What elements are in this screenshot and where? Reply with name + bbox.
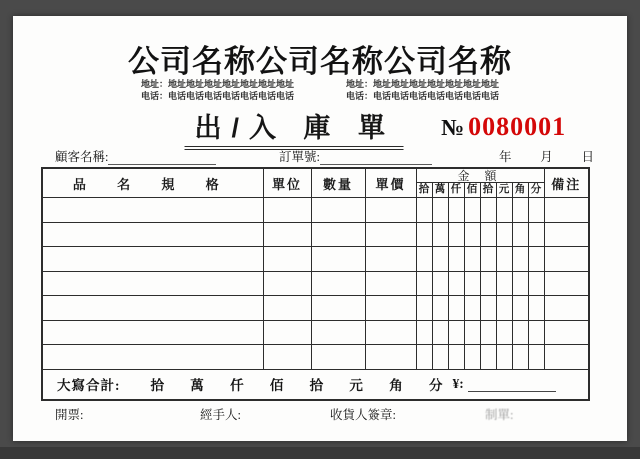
table-row — [42, 222, 589, 247]
empty-cell[interactable] — [448, 198, 464, 223]
empty-cell[interactable] — [496, 198, 512, 223]
empty-cell[interactable] — [311, 345, 365, 370]
empty-cell[interactable] — [464, 345, 480, 370]
empty-cell[interactable] — [42, 345, 263, 370]
empty-cell[interactable] — [464, 247, 480, 272]
empty-cell[interactable] — [42, 222, 263, 247]
empty-cell[interactable] — [464, 320, 480, 345]
total-cell — [42, 369, 589, 400]
total-digit-label: 萬 — [190, 378, 204, 393]
empty-cell[interactable] — [480, 320, 496, 345]
empty-cell[interactable] — [544, 198, 589, 223]
empty-cell[interactable] — [512, 296, 528, 321]
empty-cell[interactable] — [311, 198, 365, 223]
empty-cell[interactable] — [365, 247, 416, 272]
amount-digit-header: 拾 — [416, 183, 432, 198]
empty-cell[interactable] — [448, 320, 464, 345]
empty-cell[interactable] — [263, 198, 311, 223]
numero-sign: № — [441, 115, 465, 140]
table-row — [42, 320, 589, 345]
table-row — [42, 271, 589, 296]
empty-cell[interactable] — [42, 320, 263, 345]
table-header-row — [42, 168, 589, 183]
empty-cell[interactable] — [416, 247, 432, 272]
empty-cell[interactable] — [42, 296, 263, 321]
phone-line: 电话：电话电话电话电话电话电话电话 — [140, 90, 294, 101]
empty-cell[interactable] — [528, 320, 544, 345]
empty-cell[interactable] — [496, 271, 512, 296]
empty-cell[interactable] — [464, 296, 480, 321]
remark-header: 備注 — [544, 168, 589, 198]
empty-cell[interactable] — [464, 198, 480, 223]
empty-cell[interactable] — [496, 247, 512, 272]
table-row — [42, 345, 589, 370]
empty-cell[interactable] — [512, 198, 528, 223]
table-row — [42, 296, 589, 321]
empty-cell[interactable] — [544, 345, 589, 370]
empty-cell[interactable] — [480, 198, 496, 223]
issuer-label: 開票: — [55, 408, 84, 422]
empty-cell[interactable] — [311, 271, 365, 296]
preparer-label: 制單: — [485, 408, 514, 422]
empty-cell[interactable] — [311, 320, 365, 345]
empty-cell[interactable] — [432, 296, 448, 321]
empty-cell[interactable] — [496, 320, 512, 345]
form-title-bar — [13, 104, 627, 144]
empty-cell[interactable] — [416, 320, 432, 345]
quantity-header: 數量 — [311, 168, 365, 198]
table-row — [42, 247, 589, 272]
empty-cell[interactable] — [512, 222, 528, 247]
empty-cell[interactable] — [263, 296, 311, 321]
empty-cell[interactable] — [544, 296, 589, 321]
empty-cell[interactable] — [416, 296, 432, 321]
empty-cell[interactable] — [42, 271, 263, 296]
empty-cell[interactable] — [544, 320, 589, 345]
empty-cell[interactable] — [528, 247, 544, 272]
items-table — [41, 167, 590, 401]
empty-cell[interactable] — [432, 271, 448, 296]
table-row — [42, 198, 589, 223]
empty-cell[interactable] — [365, 320, 416, 345]
empty-cell[interactable] — [512, 247, 528, 272]
empty-cell[interactable] — [42, 247, 263, 272]
total-digits — [151, 374, 443, 394]
total-flex — [43, 374, 588, 394]
empty-cell[interactable] — [528, 296, 544, 321]
empty-cell[interactable] — [448, 296, 464, 321]
empty-cell[interactable] — [432, 345, 448, 370]
company-name-title: 公司名称公司名称公司名称 — [128, 44, 512, 79]
info-row — [13, 147, 627, 165]
empty-cell[interactable] — [448, 222, 464, 247]
serial-number-group — [441, 112, 566, 142]
contact-left — [141, 79, 294, 102]
empty-cell[interactable] — [544, 247, 589, 272]
empty-cell[interactable] — [263, 345, 311, 370]
signature-row — [13, 405, 627, 421]
amount-digit-header: 佰 — [464, 183, 480, 198]
amount-digit-header: 萬 — [432, 183, 448, 198]
empty-cell[interactable] — [432, 198, 448, 223]
amount-digit-header: 拾 — [480, 183, 496, 198]
empty-cell[interactable] — [263, 247, 311, 272]
amount-header: 金 額 — [416, 168, 544, 183]
amount-digit-header: 元 — [496, 183, 512, 198]
item-spec-header: 品 名 規 格 — [42, 168, 263, 198]
empty-cell[interactable] — [496, 345, 512, 370]
receiver-signature-label: 收貨人簽章: — [330, 408, 396, 422]
empty-cell[interactable] — [432, 222, 448, 247]
empty-cell[interactable] — [528, 198, 544, 223]
empty-cell[interactable] — [311, 296, 365, 321]
date-labels — [499, 147, 594, 165]
empty-cell[interactable] — [480, 345, 496, 370]
amount-digit-header: 仟 — [448, 183, 464, 198]
amount-digit-header: 分 — [528, 183, 544, 198]
total-digit-label: 分 — [428, 378, 443, 393]
empty-cell[interactable] — [528, 271, 544, 296]
month-label: 月 — [540, 150, 553, 164]
empty-cell[interactable] — [544, 222, 589, 247]
receipt-page — [13, 16, 627, 441]
customer-name-label — [55, 147, 216, 165]
total-digit-label: 拾 — [150, 378, 164, 393]
total-digit-label: 仟 — [230, 378, 244, 393]
unit-price-header: 單價 — [365, 168, 416, 198]
empty-cell[interactable] — [512, 320, 528, 345]
empty-cell[interactable] — [480, 271, 496, 296]
empty-cell[interactable] — [263, 222, 311, 247]
total-digit-label: 角 — [389, 378, 403, 393]
empty-cell[interactable] — [448, 345, 464, 370]
empty-cell[interactable] — [512, 271, 528, 296]
year-label: 年 — [499, 150, 512, 164]
total-amount-field[interactable] — [468, 377, 556, 392]
empty-cell[interactable] — [365, 296, 416, 321]
empty-cell[interactable] — [480, 247, 496, 272]
empty-cell[interactable] — [311, 247, 365, 272]
currency-yen-label: ¥: — [452, 376, 464, 391]
empty-cell[interactable] — [464, 271, 480, 296]
empty-cell[interactable] — [448, 271, 464, 296]
order-number-field[interactable] — [320, 151, 432, 165]
empty-cell[interactable] — [544, 271, 589, 296]
total-digit-label: 拾 — [309, 378, 324, 393]
customer-name-label-text: 顧客名稱: — [55, 150, 109, 164]
contact-right — [346, 79, 499, 102]
unit-header: 單位 — [263, 168, 311, 198]
form-title: 出/入 庫 單 — [185, 106, 404, 150]
empty-cell[interactable] — [448, 247, 464, 272]
order-number-label — [279, 147, 432, 165]
total-digit-label: 元 — [349, 378, 363, 393]
empty-cell[interactable] — [365, 222, 416, 247]
empty-cell[interactable] — [416, 345, 432, 370]
empty-cell[interactable] — [464, 222, 480, 247]
empty-cell[interactable] — [416, 271, 432, 296]
total-in-words-label: 大寫合計: — [57, 378, 121, 393]
empty-cell[interactable] — [528, 222, 544, 247]
address-line: 地址：地址地址地址地址地址地址地址 — [346, 79, 500, 89]
empty-cell[interactable] — [528, 345, 544, 370]
items-table-wrap — [41, 167, 590, 401]
address-line: 地址：地址地址地址地址地址地址地址 — [140, 79, 294, 89]
empty-cell[interactable] — [496, 222, 512, 247]
empty-cell[interactable] — [416, 222, 432, 247]
empty-cell[interactable] — [365, 198, 416, 223]
empty-cell[interactable] — [432, 320, 448, 345]
total-row — [42, 369, 589, 400]
empty-cell[interactable] — [263, 320, 311, 345]
customer-name-field[interactable] — [108, 151, 216, 165]
empty-cell[interactable] — [365, 271, 416, 296]
order-number-label-text: 訂單號: — [279, 150, 320, 164]
empty-cell[interactable] — [42, 198, 263, 223]
total-digit-label: 佰 — [269, 378, 284, 393]
empty-cell[interactable] — [480, 296, 496, 321]
handler-label: 經手人: — [200, 408, 241, 422]
contact-block — [13, 79, 627, 102]
empty-cell[interactable] — [496, 296, 512, 321]
amount-digit-header: 角 — [512, 183, 528, 198]
empty-cell[interactable] — [263, 271, 311, 296]
empty-cell[interactable] — [311, 222, 365, 247]
phone-line: 电话：电话电话电话电话电话电话电话 — [346, 90, 500, 101]
serial-number: 0080001 — [468, 112, 567, 141]
empty-cell[interactable] — [416, 198, 432, 223]
empty-cell[interactable] — [480, 222, 496, 247]
empty-cell[interactable] — [365, 345, 416, 370]
empty-cell[interactable] — [432, 247, 448, 272]
day-label: 日 — [581, 150, 594, 164]
empty-cell[interactable] — [512, 345, 528, 370]
